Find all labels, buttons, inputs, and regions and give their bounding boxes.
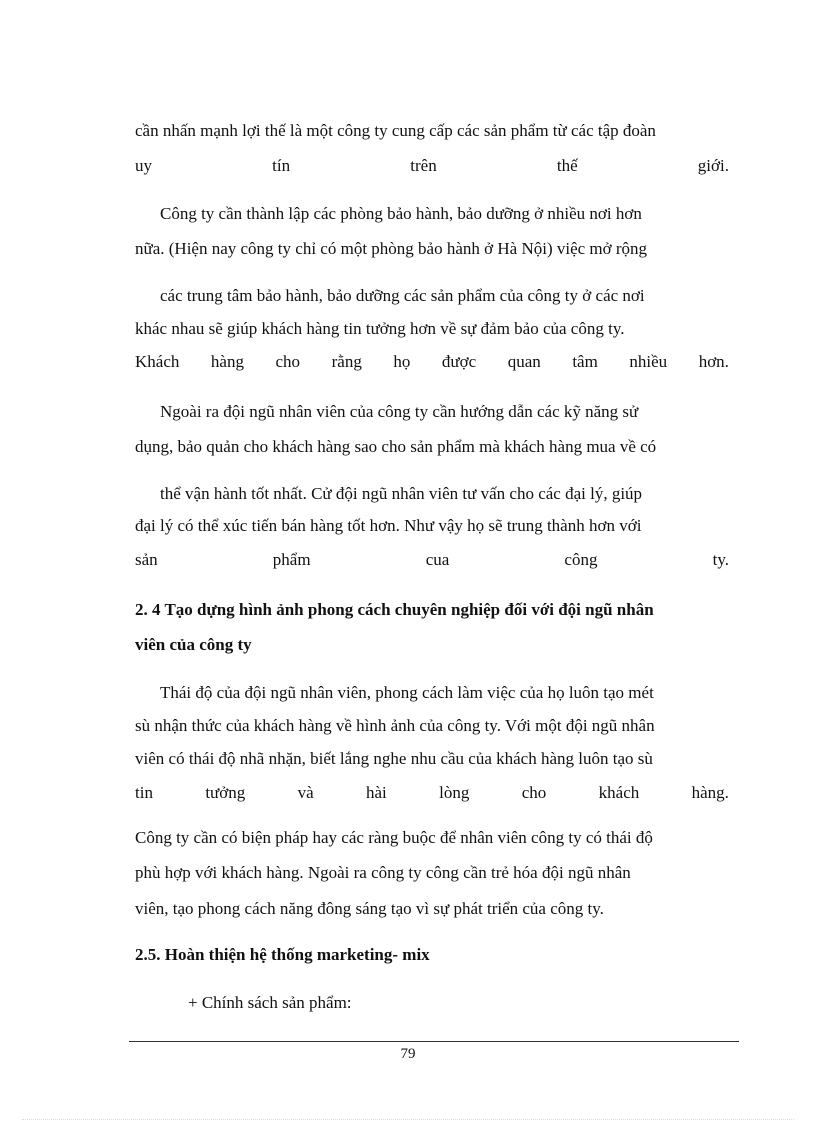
paragraph-3-line-4 [135, 783, 729, 803]
word: trên [410, 156, 437, 175]
paragraph-2-line-1: Ngoài ra đội ngũ nhân viên của công ty cần hướng dẫn các kỹ năng sử [160, 402, 639, 421]
paragraph-1-line-4: khác nhau sẽ giúp khách hàng tin tưởng hơn về sự đảm bảo của công ty. [135, 319, 625, 338]
word: cho [521, 783, 547, 802]
footer-divider [129, 1041, 739, 1042]
word: được [441, 352, 477, 371]
word: tưởng [205, 783, 246, 802]
word: Khách [135, 352, 180, 371]
word: cua [425, 550, 450, 569]
word: hàng. [691, 783, 729, 802]
word: hàng [210, 352, 244, 371]
paragraph-1-line-3: các trung tâm bảo hành, bảo dưỡng các sản phẩm của công ty ở các nơi [160, 286, 645, 305]
paragraph-1-line-5 [135, 352, 729, 372]
word: khách [598, 783, 640, 802]
body-line-1: cần nhấn mạnh lợi thế là một công ty cung cấp các sản phẩm từ các tập đoàn [135, 121, 656, 140]
paragraph-3-line-1: Thái độ của đội ngũ nhân viên, phong cách làm việc của họ luôn tạo mét [160, 683, 654, 702]
word: uy [135, 156, 152, 175]
paragraph-4-line-3: viên, tạo phong cách năng đông sáng tạo vì sự phát triển của công ty. [135, 899, 604, 918]
word: lòng [439, 783, 470, 802]
word: hài [366, 783, 387, 802]
word: hơn. [698, 352, 729, 371]
word: rằng [331, 352, 362, 371]
word: tâm [572, 352, 598, 371]
paragraph-2-line-5 [135, 550, 729, 570]
word: cho [275, 352, 301, 371]
paragraph-3-line-2: sù nhận thức của khách hàng về hình ảnh của công ty. Với một đội ngũ nhân [135, 716, 655, 735]
paragraph-1-line-2: nữa. (Hiện nay công ty chỉ có một phòng bảo hành ở Hà Nội) việc mở rộng [135, 239, 648, 258]
section-heading-2-4-cont: viên của công ty [135, 635, 252, 654]
word: phẩm [272, 550, 311, 569]
word: giới. [697, 156, 729, 175]
word: họ [393, 352, 411, 371]
word: tín [272, 156, 291, 175]
body-line-2 [135, 156, 729, 176]
word: quan [507, 352, 541, 371]
word: công [564, 550, 598, 569]
paragraph-3-line-3: viên có thái độ nhã nhặn, biết lắng nghe nhu cầu của khách hàng luôn tạo sù [135, 749, 653, 768]
word: ty. [712, 550, 729, 569]
paragraph-2-line-3: thể vận hành tốt nhất. Cử đội ngũ nhân viên tư vấn cho các đại lý, giúp [160, 484, 643, 503]
page-edge-dotted-line [22, 1119, 794, 1120]
paragraph-4-line-1: Công ty cần có biện pháp hay các ràng buộc để nhân viên công ty có thái độ [135, 828, 653, 847]
section-heading-2-5: 2.5. Hoàn thiện hệ thống marketing- mix [135, 945, 430, 964]
section-heading-2-4: 2. 4 Tạo dựng hình ảnh phong cách chuyên nghiệp đối với đội ngũ nhân [135, 600, 654, 619]
word: nhiều [629, 352, 668, 371]
page-number: 79 [400, 1046, 416, 1062]
word: tin [135, 783, 153, 802]
paragraph-4-line-2: phù hợp với khách hàng. Ngoài ra công ty công cần trẻ hóa đội ngũ nhân [135, 863, 631, 882]
paragraph-2-line-4: đại lý có thể xúc tiến bán hàng tốt hơn. Như vậy họ sẽ trung thành hơn với [135, 516, 642, 535]
word: thế [556, 156, 578, 175]
word: và [297, 783, 314, 802]
list-item-product-policy: + Chính sách sản phẩm: [188, 993, 352, 1012]
paragraph-2-line-2: dụng, bảo quản cho khách hàng sao cho sản phẩm mà khách hàng mua về có [135, 437, 657, 456]
word: sản [135, 550, 158, 569]
paragraph-1-line-1: Công ty cần thành lập các phòng bảo hành, bảo dưỡng ở nhiều nơi hơn [160, 204, 642, 223]
